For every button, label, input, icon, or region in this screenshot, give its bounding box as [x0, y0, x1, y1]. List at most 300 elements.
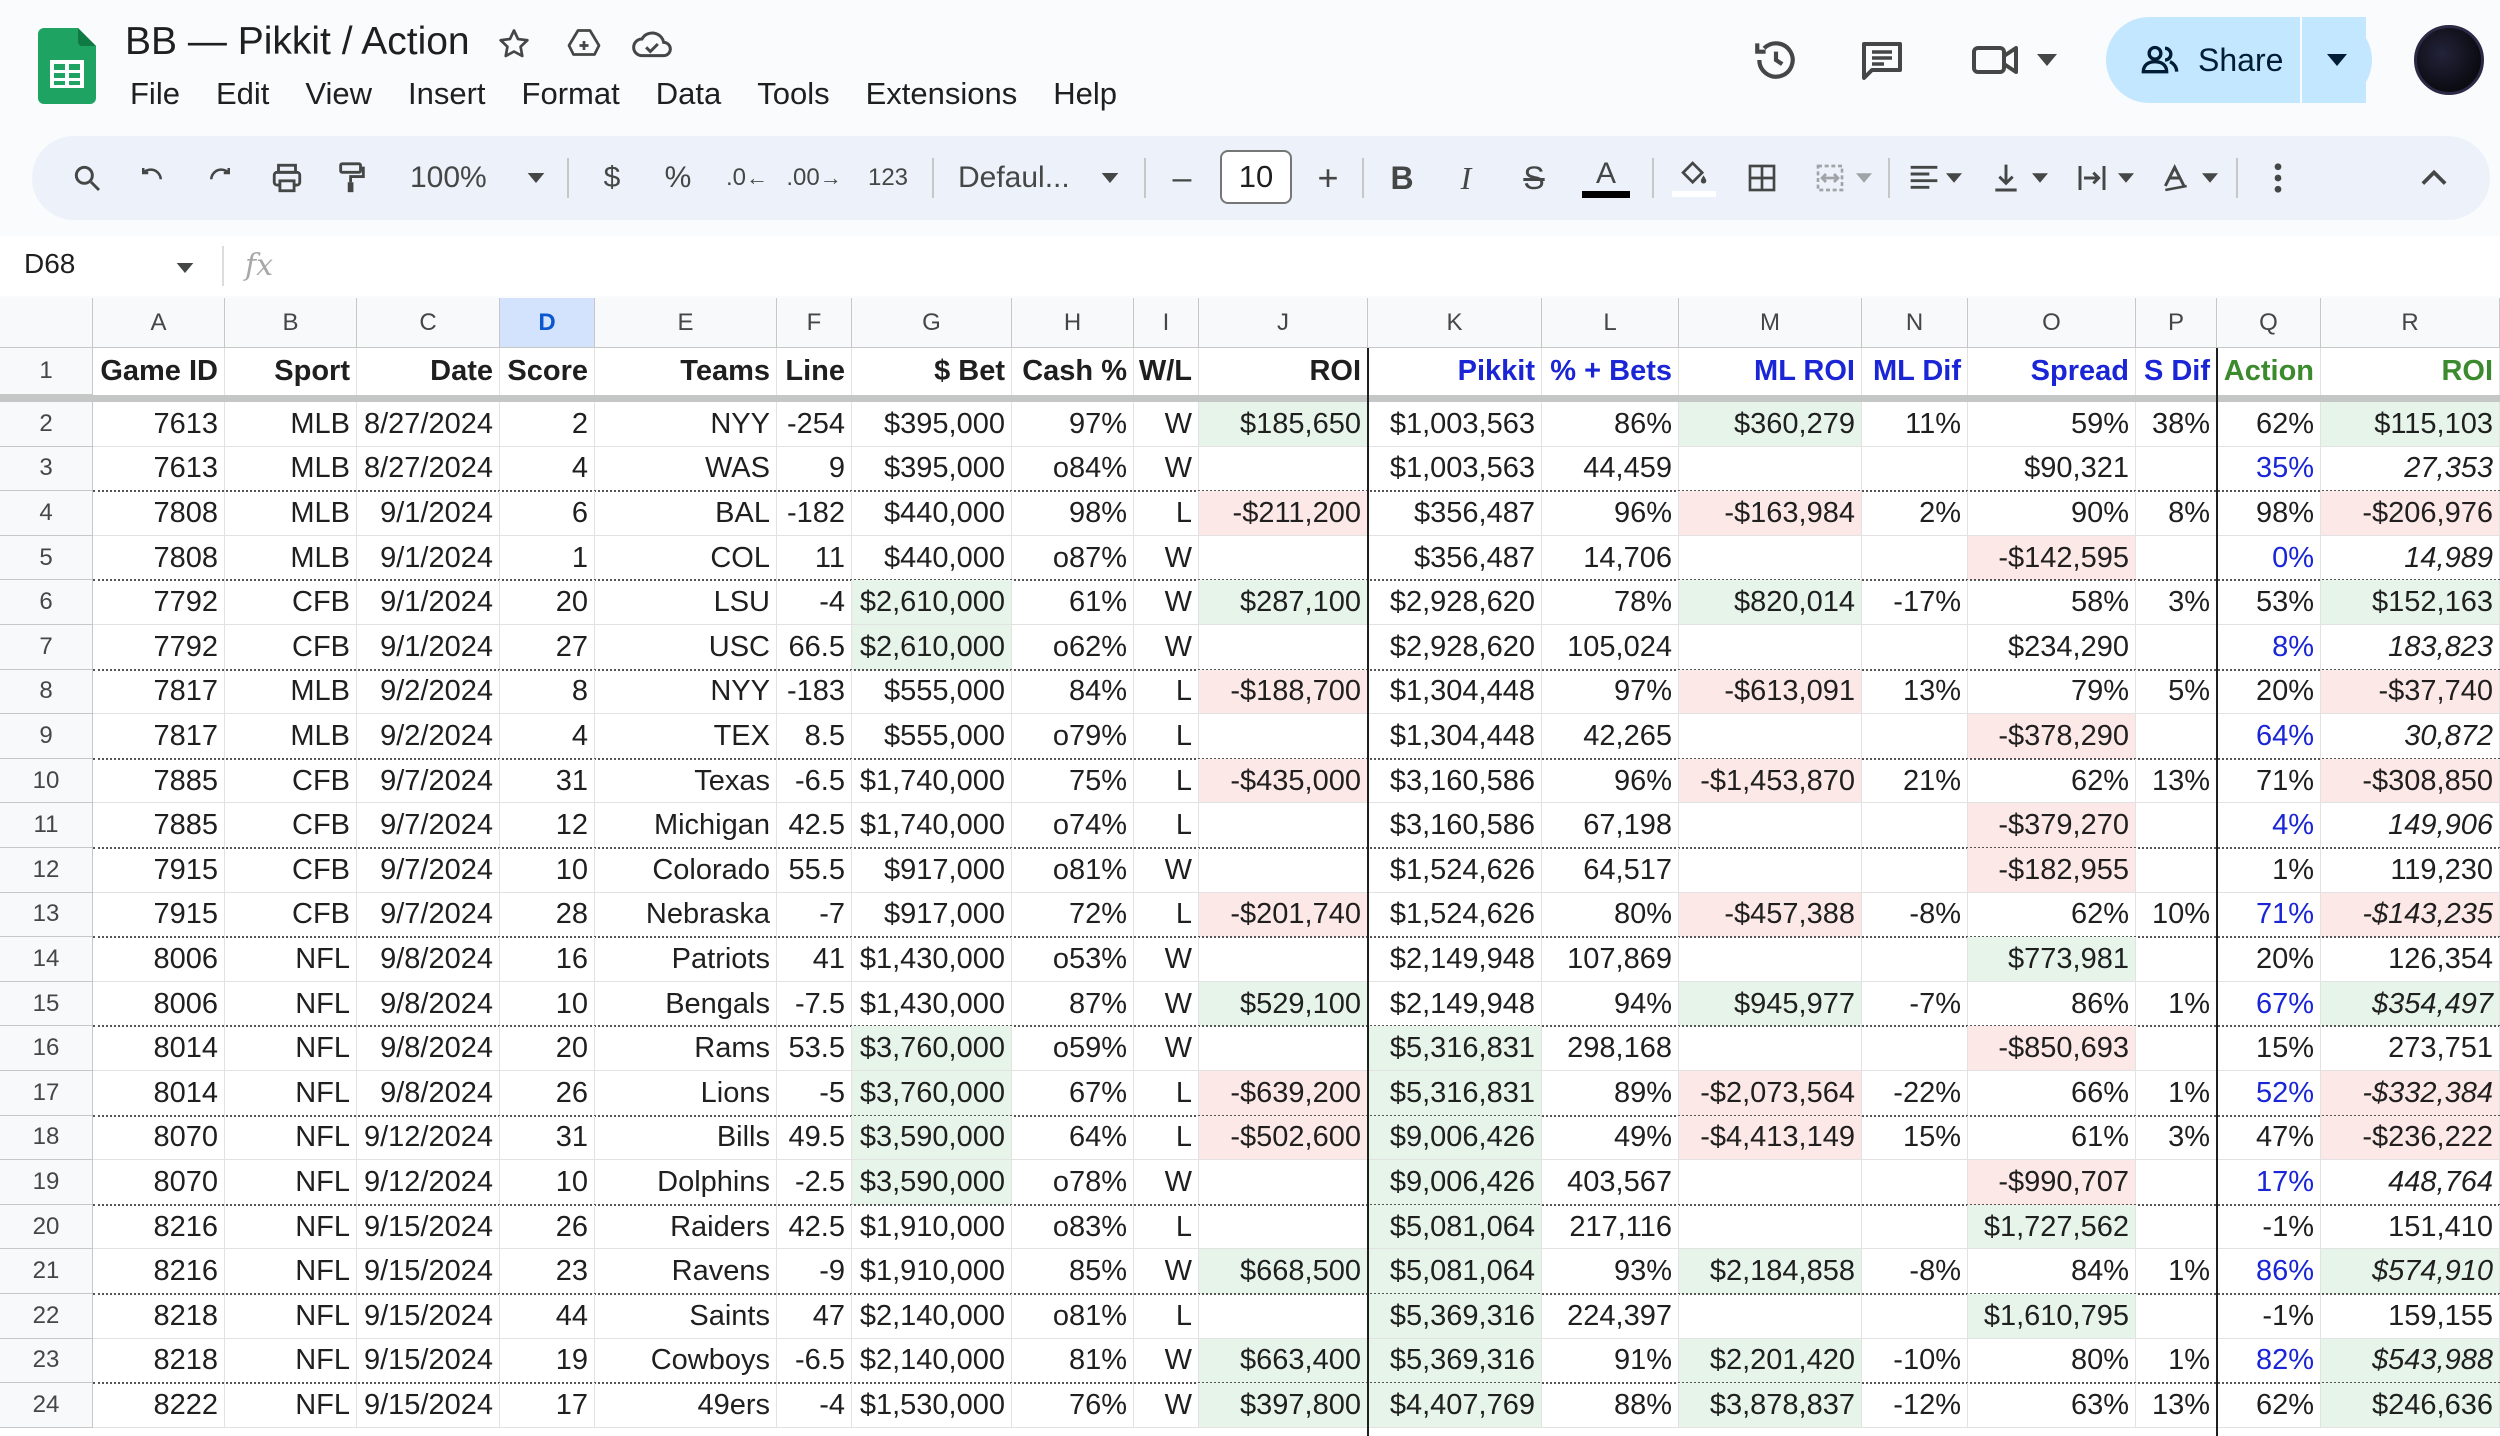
cell-j14[interactable] — [1199, 937, 1368, 982]
cell-i20[interactable]: L — [1134, 1205, 1199, 1250]
cell-p4[interactable]: 8% — [2136, 491, 2217, 536]
cell-p23[interactable]: 1% — [2136, 1339, 2217, 1384]
row-header-22[interactable]: 22 — [0, 1294, 93, 1339]
cell-n16[interactable] — [1862, 1026, 1968, 1071]
cell-c19[interactable]: 9/12/2024 — [357, 1160, 500, 1205]
cell-p11[interactable] — [2136, 803, 2217, 848]
cell-l7[interactable]: 105,024 — [1542, 625, 1679, 670]
cell-k6[interactable]: $2,928,620 — [1368, 580, 1542, 625]
zoom-select[interactable] — [410, 136, 510, 220]
column-header-a[interactable]: A — [93, 298, 225, 348]
cell-l6[interactable]: 78% — [1542, 580, 1679, 625]
cell-j22[interactable] — [1199, 1294, 1368, 1339]
row-header-18[interactable]: 18 — [0, 1116, 93, 1161]
row-header-16[interactable]: 16 — [0, 1026, 93, 1071]
cell-i22[interactable]: L — [1134, 1294, 1199, 1339]
cell-l14[interactable]: 107,869 — [1542, 937, 1679, 982]
cell-k19[interactable]: $9,006,426 — [1368, 1160, 1542, 1205]
header-cell-c[interactable]: Date — [357, 348, 500, 395]
cell-k21[interactable]: $5,081,064 — [1368, 1249, 1542, 1294]
cell-r22[interactable]: 159,155 — [2321, 1294, 2500, 1339]
cell-q15[interactable]: 67% — [2217, 982, 2321, 1027]
header-cell-q[interactable]: Action — [2217, 348, 2321, 395]
cell-m22[interactable] — [1679, 1294, 1862, 1339]
column-header-m[interactable]: M — [1679, 298, 1862, 348]
version-history-icon[interactable] — [1746, 30, 1806, 90]
cell-d10[interactable]: 31 — [500, 759, 595, 804]
cell-k22[interactable]: $5,369,316 — [1368, 1294, 1542, 1339]
star-icon[interactable] — [492, 22, 536, 66]
cell-j23[interactable]: $663,400 — [1199, 1339, 1368, 1384]
row-header-11[interactable]: 11 — [0, 803, 93, 848]
fill-color-button[interactable] — [1670, 136, 1718, 220]
decrease-decimal-button[interactable] — [722, 136, 772, 220]
cell-c16[interactable]: 9/8/2024 — [357, 1026, 500, 1071]
cell-j15[interactable]: $529,100 — [1199, 982, 1368, 1027]
more-options-icon[interactable] — [2258, 136, 2298, 220]
strikethrough-button[interactable]: S — [1523, 159, 1545, 196]
row-header-20[interactable]: 20 — [0, 1205, 93, 1250]
cell-f16[interactable]: 53.5 — [777, 1026, 852, 1071]
cell-c9[interactable]: 9/2/2024 — [357, 714, 500, 759]
cell-r10[interactable]: -$308,850 — [2321, 759, 2500, 804]
cell-k10[interactable]: $3,160,586 — [1368, 759, 1542, 804]
cell-a3[interactable]: 7613 — [93, 447, 225, 492]
merge-cells-icon[interactable] — [1808, 136, 1852, 220]
cell-k17[interactable]: $5,316,831 — [1368, 1071, 1542, 1116]
cell-j7[interactable] — [1199, 625, 1368, 670]
cell-r19[interactable]: 448,764 — [2321, 1160, 2500, 1205]
merge-dropdown-icon[interactable] — [1854, 136, 1874, 220]
cell-j9[interactable] — [1199, 714, 1368, 759]
header-cell-k[interactable]: Pikkit — [1368, 348, 1542, 395]
cell-i21[interactable]: W — [1134, 1249, 1199, 1294]
cell-k3[interactable]: $1,003,563 — [1368, 447, 1542, 492]
header-cell-d[interactable]: Score — [500, 348, 595, 395]
cell-o11[interactable]: -$379,270 — [1968, 803, 2136, 848]
cell-c14[interactable]: 9/8/2024 — [357, 937, 500, 982]
cell-d4[interactable]: 6 — [500, 491, 595, 536]
cell-i7[interactable]: W — [1134, 625, 1199, 670]
cell-r23[interactable]: $543,988 — [2321, 1339, 2500, 1384]
cell-n24[interactable]: -12% — [1862, 1383, 1968, 1428]
column-header-o[interactable]: O — [1968, 298, 2136, 348]
header-cell-m[interactable]: ML ROI — [1679, 348, 1862, 395]
cell-m20[interactable] — [1679, 1205, 1862, 1250]
cell-f12[interactable]: 55.5 — [777, 848, 852, 893]
row-header-13[interactable]: 13 — [0, 893, 93, 938]
cell-r16[interactable]: 273,751 — [2321, 1026, 2500, 1071]
cell-k9[interactable]: $1,304,448 — [1368, 714, 1542, 759]
cell-r12[interactable]: 119,230 — [2321, 848, 2500, 893]
cell-o3[interactable]: $90,321 — [1968, 447, 2136, 492]
cell-e14[interactable]: Patriots — [595, 937, 777, 982]
cell-h6[interactable]: 61% — [1012, 580, 1134, 625]
cell-j11[interactable] — [1199, 803, 1368, 848]
cell-b10[interactable]: CFB — [225, 759, 357, 804]
cell-b11[interactable]: CFB — [225, 803, 357, 848]
cell-o22[interactable]: $1,610,795 — [1968, 1294, 2136, 1339]
cell-m19[interactable] — [1679, 1160, 1862, 1205]
cell-l5[interactable]: 14,706 — [1542, 536, 1679, 581]
cell-g3[interactable]: $395,000 — [852, 447, 1012, 492]
cell-a2[interactable]: 7613 — [93, 402, 225, 447]
cell-p5[interactable] — [2136, 536, 2217, 581]
cell-i9[interactable]: L — [1134, 714, 1199, 759]
cell-h5[interactable]: o87% — [1012, 536, 1134, 581]
cell-o16[interactable]: -$850,693 — [1968, 1026, 2136, 1071]
cell-n12[interactable] — [1862, 848, 1968, 893]
row-header-2[interactable]: 2 — [0, 402, 93, 447]
cell-q23[interactable]: 82% — [2217, 1339, 2321, 1384]
cell-p15[interactable]: 1% — [2136, 982, 2217, 1027]
cell-g12[interactable]: $917,000 — [852, 848, 1012, 893]
cell-d14[interactable]: 16 — [500, 937, 595, 982]
header-cell-g[interactable]: $ Bet — [852, 348, 1012, 395]
rotation-dropdown-icon[interactable] — [2200, 136, 2220, 220]
cell-j6[interactable]: $287,100 — [1199, 580, 1368, 625]
header-cell-b[interactable]: Sport — [225, 348, 357, 395]
bold-button[interactable]: B — [1390, 159, 1414, 196]
cell-e2[interactable]: NYY — [595, 402, 777, 447]
undo-icon[interactable] — [132, 136, 172, 220]
cell-l21[interactable]: 93% — [1542, 1249, 1679, 1294]
cell-f20[interactable]: 42.5 — [777, 1205, 852, 1250]
cell-n19[interactable] — [1862, 1160, 1968, 1205]
cell-n21[interactable]: -8% — [1862, 1249, 1968, 1294]
cell-g8[interactable]: $555,000 — [852, 670, 1012, 715]
header-cell-f[interactable]: Line — [777, 348, 852, 395]
cell-e7[interactable]: USC — [595, 625, 777, 670]
cell-p8[interactable]: 5% — [2136, 670, 2217, 715]
cell-b17[interactable]: NFL — [225, 1071, 357, 1116]
freeze-divider[interactable] — [0, 395, 2500, 402]
cell-f6[interactable]: -4 — [777, 580, 852, 625]
cell-g10[interactable]: $1,740,000 — [852, 759, 1012, 804]
cell-q16[interactable]: 15% — [2217, 1026, 2321, 1071]
cell-f8[interactable]: -183 — [777, 670, 852, 715]
cell-n2[interactable]: 11% — [1862, 402, 1968, 447]
italic-button[interactable]: I — [1460, 159, 1472, 196]
cell-k14[interactable]: $2,149,948 — [1368, 937, 1542, 982]
cell-k5[interactable]: $356,487 — [1368, 536, 1542, 581]
menu-file[interactable]: File — [130, 76, 180, 111]
cell-p16[interactable] — [2136, 1026, 2217, 1071]
cell-a21[interactable]: 8216 — [93, 1249, 225, 1294]
cell-p2[interactable]: 38% — [2136, 402, 2217, 447]
cell-c13[interactable]: 9/7/2024 — [357, 893, 500, 938]
search-menus-icon[interactable] — [62, 136, 112, 220]
cell-a10[interactable]: 7885 — [93, 759, 225, 804]
cell-e16[interactable]: Rams — [595, 1026, 777, 1071]
cell-r6[interactable]: $152,163 — [2321, 580, 2500, 625]
cell-b2[interactable]: MLB — [225, 402, 357, 447]
text-wrapping-icon[interactable] — [2070, 136, 2114, 220]
cell-d22[interactable]: 44 — [500, 1294, 595, 1339]
cell-g5[interactable]: $440,000 — [852, 536, 1012, 581]
cell-i8[interactable]: L — [1134, 670, 1199, 715]
cell-i17[interactable]: L — [1134, 1071, 1199, 1116]
cell-c5[interactable]: 9/1/2024 — [357, 536, 500, 581]
cell-l9[interactable]: 42,265 — [1542, 714, 1679, 759]
percent-format-button[interactable]: % — [664, 161, 692, 194]
cell-g16[interactable]: $3,760,000 — [852, 1026, 1012, 1071]
cell-l2[interactable]: 86% — [1542, 402, 1679, 447]
menu-insert[interactable]: Insert — [408, 76, 486, 111]
column-header-l[interactable]: L — [1542, 298, 1679, 348]
cell-b21[interactable]: NFL — [225, 1249, 357, 1294]
cell-j8[interactable]: -$188,700 — [1199, 670, 1368, 715]
cell-k24[interactable]: $4,407,769 — [1368, 1383, 1542, 1428]
cell-m13[interactable]: -$457,388 — [1679, 893, 1862, 938]
cell-f9[interactable]: 8.5 — [777, 714, 852, 759]
cell-b20[interactable]: NFL — [225, 1205, 357, 1250]
cell-q18[interactable]: 47% — [2217, 1116, 2321, 1161]
cell-l22[interactable]: 224,397 — [1542, 1294, 1679, 1339]
cell-h13[interactable]: 72% — [1012, 893, 1134, 938]
cell-c15[interactable]: 9/8/2024 — [357, 982, 500, 1027]
column-header-n[interactable]: N — [1862, 298, 1968, 348]
row-header-19[interactable]: 19 — [0, 1160, 93, 1205]
column-header-r[interactable]: R — [2321, 298, 2500, 348]
cell-g20[interactable]: $1,910,000 — [852, 1205, 1012, 1250]
row-header-9[interactable]: 9 — [0, 714, 93, 759]
cell-a16[interactable]: 8014 — [93, 1026, 225, 1071]
cell-o10[interactable]: 62% — [1968, 759, 2136, 804]
cell-h8[interactable]: 84% — [1012, 670, 1134, 715]
cell-o18[interactable]: 61% — [1968, 1116, 2136, 1161]
cell-m17[interactable]: -$2,073,564 — [1679, 1071, 1862, 1116]
cell-p17[interactable]: 1% — [2136, 1071, 2217, 1116]
cell-e6[interactable]: LSU — [595, 580, 777, 625]
cell-j10[interactable]: -$435,000 — [1199, 759, 1368, 804]
cell-p13[interactable]: 10% — [2136, 893, 2217, 938]
cell-b12[interactable]: CFB — [225, 848, 357, 893]
row-header-1[interactable]: 1 — [0, 348, 93, 395]
cell-r7[interactable]: 183,823 — [2321, 625, 2500, 670]
font-size-input[interactable]: 10 — [1220, 150, 1292, 204]
cell-d13[interactable]: 28 — [500, 893, 595, 938]
cell-q19[interactable]: 17% — [2217, 1160, 2321, 1205]
cell-l13[interactable]: 80% — [1542, 893, 1679, 938]
cell-k2[interactable]: $1,003,563 — [1368, 402, 1542, 447]
cell-g24[interactable]: $1,530,000 — [852, 1383, 1012, 1428]
cell-q20[interactable]: -1% — [2217, 1205, 2321, 1250]
header-cell-l[interactable]: % + Bets — [1542, 348, 1679, 395]
cell-h4[interactable]: 98% — [1012, 491, 1134, 536]
cell-r8[interactable]: -$37,740 — [2321, 670, 2500, 715]
cell-d12[interactable]: 10 — [500, 848, 595, 893]
cell-f10[interactable]: -6.5 — [777, 759, 852, 804]
cell-d7[interactable]: 27 — [500, 625, 595, 670]
column-header-c[interactable]: C — [357, 298, 500, 348]
cell-r20[interactable]: 151,410 — [2321, 1205, 2500, 1250]
cell-g22[interactable]: $2,140,000 — [852, 1294, 1012, 1339]
cell-f21[interactable]: -9 — [777, 1249, 852, 1294]
cell-f5[interactable]: 11 — [777, 536, 852, 581]
cell-i10[interactable]: L — [1134, 759, 1199, 804]
cell-o20[interactable]: $1,727,562 — [1968, 1205, 2136, 1250]
column-header-e[interactable]: E — [595, 298, 777, 348]
menu-edit[interactable]: Edit — [215, 76, 270, 111]
cell-q13[interactable]: 71% — [2217, 893, 2321, 938]
cell-k8[interactable]: $1,304,448 — [1368, 670, 1542, 715]
cell-m11[interactable] — [1679, 803, 1862, 848]
halign-dropdown-icon[interactable] — [1944, 136, 1964, 220]
cell-g11[interactable]: $1,740,000 — [852, 803, 1012, 848]
cell-g6[interactable]: $2,610,000 — [852, 580, 1012, 625]
cell-r3[interactable]: 27,353 — [2321, 447, 2500, 492]
cell-b24[interactable]: NFL — [225, 1383, 357, 1428]
cell-m12[interactable] — [1679, 848, 1862, 893]
cell-d20[interactable]: 26 — [500, 1205, 595, 1250]
row-header-10[interactable]: 10 — [0, 759, 93, 804]
cell-f11[interactable]: 42.5 — [777, 803, 852, 848]
cell-m8[interactable]: -$613,091 — [1679, 670, 1862, 715]
cell-k20[interactable]: $5,081,064 — [1368, 1205, 1542, 1250]
row-header-17[interactable]: 17 — [0, 1071, 93, 1116]
cell-h12[interactable]: o81% — [1012, 848, 1134, 893]
cell-a23[interactable]: 8218 — [93, 1339, 225, 1384]
cell-i19[interactable]: W — [1134, 1160, 1199, 1205]
column-header-i[interactable]: I — [1134, 298, 1199, 348]
cell-h3[interactable]: o84% — [1012, 447, 1134, 492]
cell-m16[interactable] — [1679, 1026, 1862, 1071]
cell-h7[interactable]: o62% — [1012, 625, 1134, 670]
cell-f7[interactable]: 66.5 — [777, 625, 852, 670]
cell-b6[interactable]: CFB — [225, 580, 357, 625]
cell-j24[interactable]: $397,800 — [1199, 1383, 1368, 1428]
cell-m10[interactable]: -$1,453,870 — [1679, 759, 1862, 804]
cell-m14[interactable] — [1679, 937, 1862, 982]
cell-m15[interactable]: $945,977 — [1679, 982, 1862, 1027]
cell-k13[interactable]: $1,524,626 — [1368, 893, 1542, 938]
cell-c10[interactable]: 9/7/2024 — [357, 759, 500, 804]
cell-o8[interactable]: 79% — [1968, 670, 2136, 715]
cell-l17[interactable]: 89% — [1542, 1071, 1679, 1116]
meet-dropdown-icon[interactable] — [2022, 30, 2072, 90]
cell-e3[interactable]: WAS — [595, 447, 777, 492]
column-header-f[interactable]: F — [777, 298, 852, 348]
cell-p7[interactable] — [2136, 625, 2217, 670]
column-header-b[interactable]: B — [225, 298, 357, 348]
cell-g2[interactable]: $395,000 — [852, 402, 1012, 447]
cell-g23[interactable]: $2,140,000 — [852, 1339, 1012, 1384]
cell-j18[interactable]: -$502,600 — [1199, 1116, 1368, 1161]
cell-i14[interactable]: W — [1134, 937, 1199, 982]
cell-h20[interactable]: o83% — [1012, 1205, 1134, 1250]
cell-f14[interactable]: 41 — [777, 937, 852, 982]
cell-c20[interactable]: 9/15/2024 — [357, 1205, 500, 1250]
cell-l8[interactable]: 97% — [1542, 670, 1679, 715]
paint-format-icon[interactable] — [332, 136, 372, 220]
cell-e12[interactable]: Colorado — [595, 848, 777, 893]
move-to-drive-icon[interactable] — [562, 22, 606, 66]
cell-b4[interactable]: MLB — [225, 491, 357, 536]
header-cell-r[interactable]: ROI — [2321, 348, 2500, 395]
cell-r24[interactable]: $246,636 — [2321, 1383, 2500, 1428]
cell-h24[interactable]: 76% — [1012, 1383, 1134, 1428]
cell-m23[interactable]: $2,201,420 — [1679, 1339, 1862, 1384]
cell-d21[interactable]: 23 — [500, 1249, 595, 1294]
cell-l11[interactable]: 67,198 — [1542, 803, 1679, 848]
cell-j5[interactable] — [1199, 536, 1368, 581]
font-dropdown-icon[interactable] — [1098, 136, 1122, 220]
cell-d2[interactable]: 2 — [500, 402, 595, 447]
cell-i12[interactable]: W — [1134, 848, 1199, 893]
increase-decimal-button[interactable] — [786, 136, 842, 220]
vertical-align-icon[interactable] — [1984, 136, 2028, 220]
cell-l16[interactable]: 298,168 — [1542, 1026, 1679, 1071]
cell-n8[interactable]: 13% — [1862, 670, 1968, 715]
cell-e22[interactable]: Saints — [595, 1294, 777, 1339]
cell-e21[interactable]: Ravens — [595, 1249, 777, 1294]
cell-h9[interactable]: o79% — [1012, 714, 1134, 759]
cell-d23[interactable]: 19 — [500, 1339, 595, 1384]
cell-d24[interactable]: 17 — [500, 1383, 595, 1428]
cell-a24[interactable]: 8222 — [93, 1383, 225, 1428]
cell-h18[interactable]: 64% — [1012, 1116, 1134, 1161]
row-header-4[interactable]: 4 — [0, 491, 93, 536]
cell-g7[interactable]: $2,610,000 — [852, 625, 1012, 670]
cell-a12[interactable]: 7915 — [93, 848, 225, 893]
row-header-3[interactable]: 3 — [0, 447, 93, 492]
cell-g21[interactable]: $1,910,000 — [852, 1249, 1012, 1294]
cell-l4[interactable]: 96% — [1542, 491, 1679, 536]
cell-f17[interactable]: -5 — [777, 1071, 852, 1116]
cell-p10[interactable]: 13% — [2136, 759, 2217, 804]
cell-b22[interactable]: NFL — [225, 1294, 357, 1339]
wrap-dropdown-icon[interactable] — [2116, 136, 2136, 220]
cell-j13[interactable]: -$201,740 — [1199, 893, 1368, 938]
cell-b13[interactable]: CFB — [225, 893, 357, 938]
row-header-7[interactable]: 7 — [0, 625, 93, 670]
cell-l19[interactable]: 403,567 — [1542, 1160, 1679, 1205]
cell-m3[interactable] — [1679, 447, 1862, 492]
cell-c7[interactable]: 9/1/2024 — [357, 625, 500, 670]
cell-q7[interactable]: 8% — [2217, 625, 2321, 670]
name-box[interactable]: D68 — [24, 248, 76, 279]
cell-c17[interactable]: 9/8/2024 — [357, 1071, 500, 1116]
cell-j17[interactable]: -$639,200 — [1199, 1071, 1368, 1116]
column-header-p[interactable]: P — [2136, 298, 2217, 348]
cell-h2[interactable]: 97% — [1012, 402, 1134, 447]
cell-h16[interactable]: o59% — [1012, 1026, 1134, 1071]
cell-j12[interactable] — [1199, 848, 1368, 893]
cell-m5[interactable] — [1679, 536, 1862, 581]
cell-l23[interactable]: 91% — [1542, 1339, 1679, 1384]
more-formats-button[interactable]: 123 — [867, 164, 909, 191]
cell-k15[interactable]: $2,149,948 — [1368, 982, 1542, 1027]
horizontal-align-icon[interactable] — [1902, 136, 1946, 220]
cell-q12[interactable]: 1% — [2217, 848, 2321, 893]
cell-a17[interactable]: 8014 — [93, 1071, 225, 1116]
column-header-q[interactable]: Q — [2217, 298, 2321, 348]
avatar[interactable] — [2414, 25, 2484, 95]
cell-i24[interactable]: W — [1134, 1383, 1199, 1428]
cell-e23[interactable]: Cowboys — [595, 1339, 777, 1384]
cell-d6[interactable]: 20 — [500, 580, 595, 625]
cell-d17[interactable]: 26 — [500, 1071, 595, 1116]
header-cell-j[interactable]: ROI — [1199, 348, 1368, 395]
cell-o17[interactable]: 66% — [1968, 1071, 2136, 1116]
cell-o15[interactable]: 86% — [1968, 982, 2136, 1027]
cell-e4[interactable]: BAL — [595, 491, 777, 536]
header-cell-i[interactable]: W/L — [1134, 348, 1199, 395]
cell-r14[interactable]: 126,354 — [2321, 937, 2500, 982]
cell-o6[interactable]: 58% — [1968, 580, 2136, 625]
cell-d18[interactable]: 31 — [500, 1116, 595, 1161]
